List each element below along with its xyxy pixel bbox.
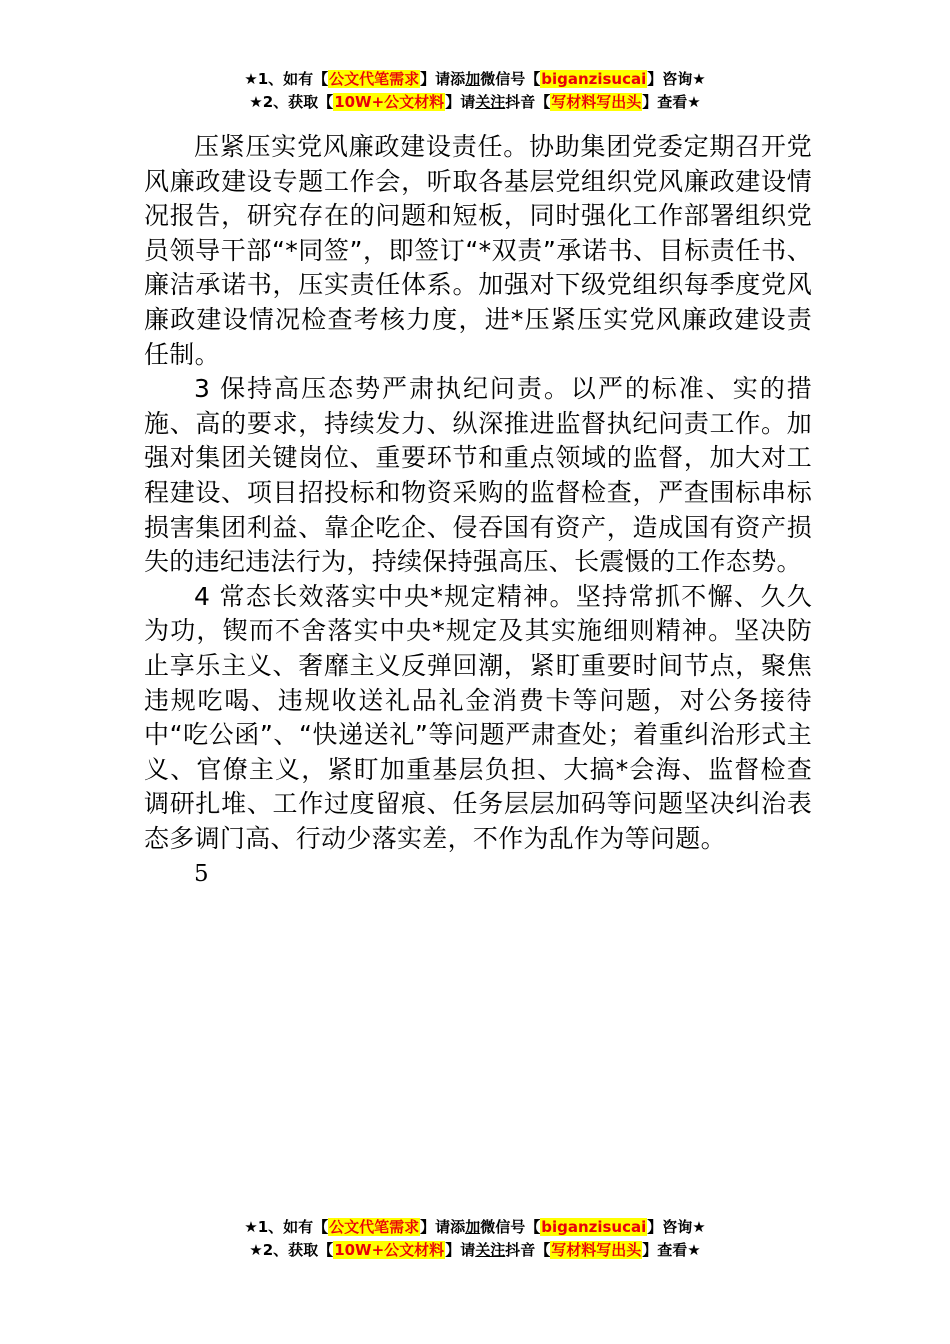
banner-line-2: ★2、获取【10W+公文材料】请关注抖音【写材料写出头】查看★	[249, 93, 701, 111]
highlight-service: 公文代笔需求	[329, 70, 420, 88]
highlight-douyin-account: 写材料写出头	[551, 93, 642, 111]
paragraph-responsibility: 压紧压实党风廉政建设责任。协助集团党委定期召开党风廉政建设专题工作会，听取各基层党组织党风廉政建设情况报告，研究存在的问题和短板，同时强化工作部署组织党员领导干部“*同签”，即签订“*双责”承诺书、目标责任书、廉洁承诺书，压实责任体系。加强对下级党组织每季度党风廉政建设情况检查考核力度，进*压紧压实党风廉政建设责任制。	[144, 132, 812, 369]
paragraph-number-5: 5	[194, 861, 209, 888]
paragraph-discipline: 3 保持高压态势严肃执纪问责。以严的标准、实的措施、高的要求，持续发力、纵深推进监督执纪问责工作。加强对集团关键岗位、重要环节和重点领域的监督，加大对工程建设、项目招投标和物资采购的监督检查，严查围标串标损害集团利益、靠企吃企、侵吞国有资产，造成国有资产损失的违纪违法行为，持续保持强高压、长震慑的工作态势。	[144, 374, 812, 577]
banner-line-1: ★1、如有【公文代笔需求】请添加微信号【biganzisucai】咨询★	[244, 1218, 706, 1236]
banner-line-2: ★2、获取【10W+公文材料】请关注抖音【写材料写出头】查看★	[249, 1241, 701, 1259]
banner-line-1: ★1、如有【公文代笔需求】请添加微信号【biganzisucai】咨询★	[244, 70, 706, 88]
header-banner	[0, 68, 950, 114]
highlight-wechat-id: biganzisucai	[541, 1218, 647, 1236]
highlight-service: 公文代笔需求	[329, 1218, 420, 1236]
highlight-wechat-id: biganzisucai	[541, 70, 647, 88]
highlight-materials: 10W+公文材料	[334, 1241, 445, 1259]
highlight-materials: 10W+公文材料	[334, 93, 445, 111]
paragraph-central-rules: 4 常态长效落实中央*规定精神。坚持常抓不懈、久久为功，锲而不舍落实中央*规定及其实施细则精神。坚决防止享乐主义、奢靡主义反弹回潮，紧盯重要时间节点，聚焦违规吃喝、违规收送礼品礼金消费卡等问题，对公务接待中“吃公函”、“快递送礼”等问题严肃查处；着重纠治形式主义、官僚主义，紧盯加重基层负担、大搞*会海、监督检查调研扎堆、工作过度留痕、任务层层加码等问题坚决纠治表态多调门高、行动少落实差，不作为乱作为等问题。	[144, 581, 812, 853]
document-body	[144, 130, 812, 892]
highlight-douyin-account: 写材料写出头	[551, 1241, 642, 1259]
footer-banner	[0, 1216, 950, 1262]
